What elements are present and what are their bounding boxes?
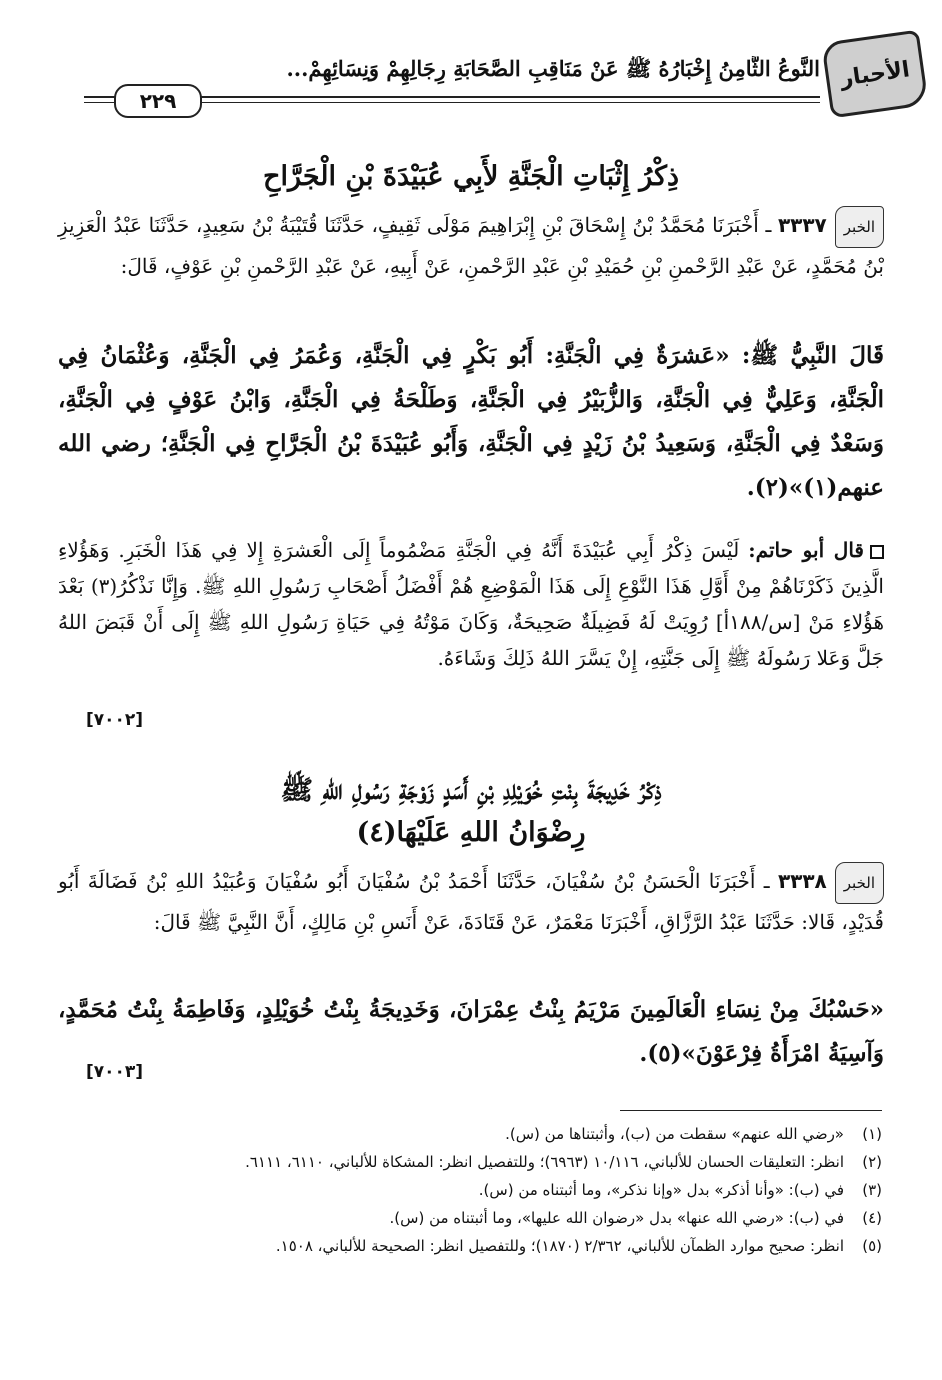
footnotes [60,1120,882,1260]
footnote [60,1204,882,1232]
footnote-text: انظر: التعليقات الحسان للألباني، ١٠/١١٦ (٦٩٦٣)؛ وللتفصيل انظر: المشكاة للألباني، ٦١١٠، ٦١١١. [245,1153,844,1171]
running-header [78,36,924,120]
hadith-reference: [٧٠٠٣] [86,1062,144,1082]
footnote-number: (١) [862,1125,882,1143]
footnote-text: في (ب): «رضي الله عنها» بدل «رضوان الله عليها»، وما أثبتناه من (س). [389,1209,844,1227]
heading-line-1: ذِكْرُ خَدِيجَةَ بِنْتِ خُوَيْلِدِ بْنِ أَسَدٍ زَوْجَةِ رَسُولِ اللهِ ﷺ [280,775,662,806]
isnad-text: ـ أَخْبَرَنَا الْحَسَنُ بْنُ سُفْيَانَ، حَدَّثَنَا أَحْمَدُ بْنُ سُفْيَانَ أَبُو سُفْيَانَ وَعُبَيْدُ اللهِ بْنُ فَضَالَةَ أَبُو قُدَيْدٍ، قَالا: حَدَّثَنَا عَبْدُ الرَّزَّاقِ، أَخْبَرَنَا مَعْمَرٌ، عَنْ قَتَادَةَ، عَنْ أَنَسِ بْنِ مَالِكٍ، أَنَّ النَّبِيَّ ﷺ قَالَ: [58,869,884,934]
footnote-number: (٣) [862,1181,882,1199]
footnote-separator [620,1110,882,1111]
page-number: ٢٢٩ [114,84,202,118]
chapter-badge-icon [821,30,929,119]
footnote-number: (٤) [862,1209,882,1227]
comment-text: لَيْسَ ذِكْرُ أَبِي عُبَيْدَةَ أَنَّهُ فِي الْجَنَّةِ مَضْمُوماً إِلَى الْعَشرَةِ إِلا فِي هَذَا الْخَبَرِ. وَهَؤُلاءِ الَّذِينَ ذَكَرْنَاهُمْ مِنْ أَوَّلِ هَذَا النَّوْعِ إِلَى هَذَا الْمَوْضِعِ هُمْ أَفْضَلُ أَصْحَابِ رَسُولِ اللهِ ﷺ. وَإِنَّا نَذْكُرُ(٣) بَعْدَ هَؤُلاءِ مَنْ [س/١٨٨أ] رُوِيَتْ لَهُ فَضِيلَةٌ صَحِيحَةٌ، وَكَانَ مَوْتُهُ فِي حَيَاةِ رَسُولِ اللهِ ﷺ إِلَى أَنْ قَبَضَ اللهُ جَلَّ وَعَلا رَسُولَهُ ﷺ إِلَى جَنَّتِهِ، إِنْ يَسَّرَ اللهُ ذَلِكَ وَشَاءَهُ. [58,538,885,670]
footnote-text: «رضي الله عنهم» سقطت من (ب)، وأثبتناها من (س). [505,1125,844,1143]
footnote-text: في (ب): «وأنا أذكر» بدل «وإنا نذكر»، وما أثبتناه من (س). [478,1181,844,1199]
hadith-reference: [٧٠٠٢] [86,710,144,730]
khabar-icon: الخبر [835,862,884,904]
abu-hatim-comment [58,532,884,676]
isnad-text: ـ أَخْبَرَنَا مُحَمَّدُ بْنُ إِسْحَاقَ بْنِ إِبْرَاهِيمَ مَوْلَى ثَقِيفٍ، حَدَّثَنَا قُتَيْبَةُ بْنُ سَعِيدٍ، حَدَّثَنَا عَبْدُ الْعَزِيزِ بْنُ مُحَمَّدٍ، عَنْ عَبْدِ الرَّحْمنِ بْنِ حُمَيْدِ بْنِ عَبْدِ الرَّحْمنِ، عَنْ أَبِيهِ، عَنْ عَبْدِ الرَّحْمنِ بْنِ عَوْفٍ، قَالَ: [58,213,884,278]
hadith-isnad [58,862,884,940]
footnote [60,1232,882,1260]
chapter-badge-label: الأحبار [838,56,912,92]
comment-label: قال أبو حاتم: [748,538,864,562]
running-title: النَّوعُ الثَّامِنُ إِخْبَارُهُ ﷺ عَنْ مَنَاقِبِ الصَّحَابَةِ رِجَالِهِمْ وَنِسَائِهِمْ... [286,56,820,81]
section-heading-abu-ubaydah: ذِكْرُ إِثْبَاتِ الْجَنَّةِ لأَبِي عُبَيْدَةَ بْنِ الْجَرَّاحِ [263,161,679,192]
footnote [60,1148,882,1176]
hadith-matn: «حَسْبُكَ مِنْ نِسَاءِ الْعَالَمِينَ مَرْيَمُ بِنْتُ عِمْرَانَ، وَخَدِيجَةُ بِنْتُ خُوَيْلِدٍ، وَفَاطِمَةُ بِنْتُ مُحَمَّدٍ، وَآسِيَةُ امْرَأَةُ فِرْعَوْنَ»(٥). [58,996,884,1067]
section-heading-khadijah [60,770,882,854]
footnote-number: (٢) [862,1153,882,1171]
footnote-number: (٥) [862,1237,882,1255]
square-marker-icon [870,545,884,559]
footnote [60,1176,882,1204]
hadith-number: ٣٣٣٧ [777,213,827,237]
hadith-matn: قَالَ النَّبِيُّ ﷺ: «عَشرَةٌ فِي الْجَنَّةِ: أَبُو بَكْرٍ فِي الْجَنَّةِ، وَعُمَرُ فِي الْجَنَّةِ، وَعُثْمَانُ فِي الْجَنَّةِ، وَعَلِيٌّ فِي الْجَنَّةِ، وَالزُّبَيْرُ فِي الْجَنَّةِ، وَطَلْحَةُ فِي الْجَنَّةِ، وَابْنُ عَوْفٍ فِي الْجَنَّةِ، وَسَعْدٌ فِي الْجَنَّةِ، وَسَعِيدُ بْنُ زَيْدٍ فِي الْجَنَّةِ، وَأَبُو عُبَيْدَةَ بْنُ الْجَرَّاحِ فِي الْجَنَّةِ؛ رضي الله عنهم(١)»(٢). [58,342,884,501]
footnote-text: انظر: صحيح موارد الظمآن للألباني، ٢/٣٦٢ (١٨٧٠)؛ وللتفصيل انظر: الصحيحة للألباني، ١٥٠٨. [275,1237,844,1255]
hadith-isnad [58,206,884,284]
heading-line-2: رِضْوَانُ اللهِ عَلَيْهَا(٤) [356,817,586,848]
khabar-icon: الخبر [835,206,884,248]
hadith-number: ٣٣٣٨ [777,869,827,893]
footnote [60,1120,882,1148]
